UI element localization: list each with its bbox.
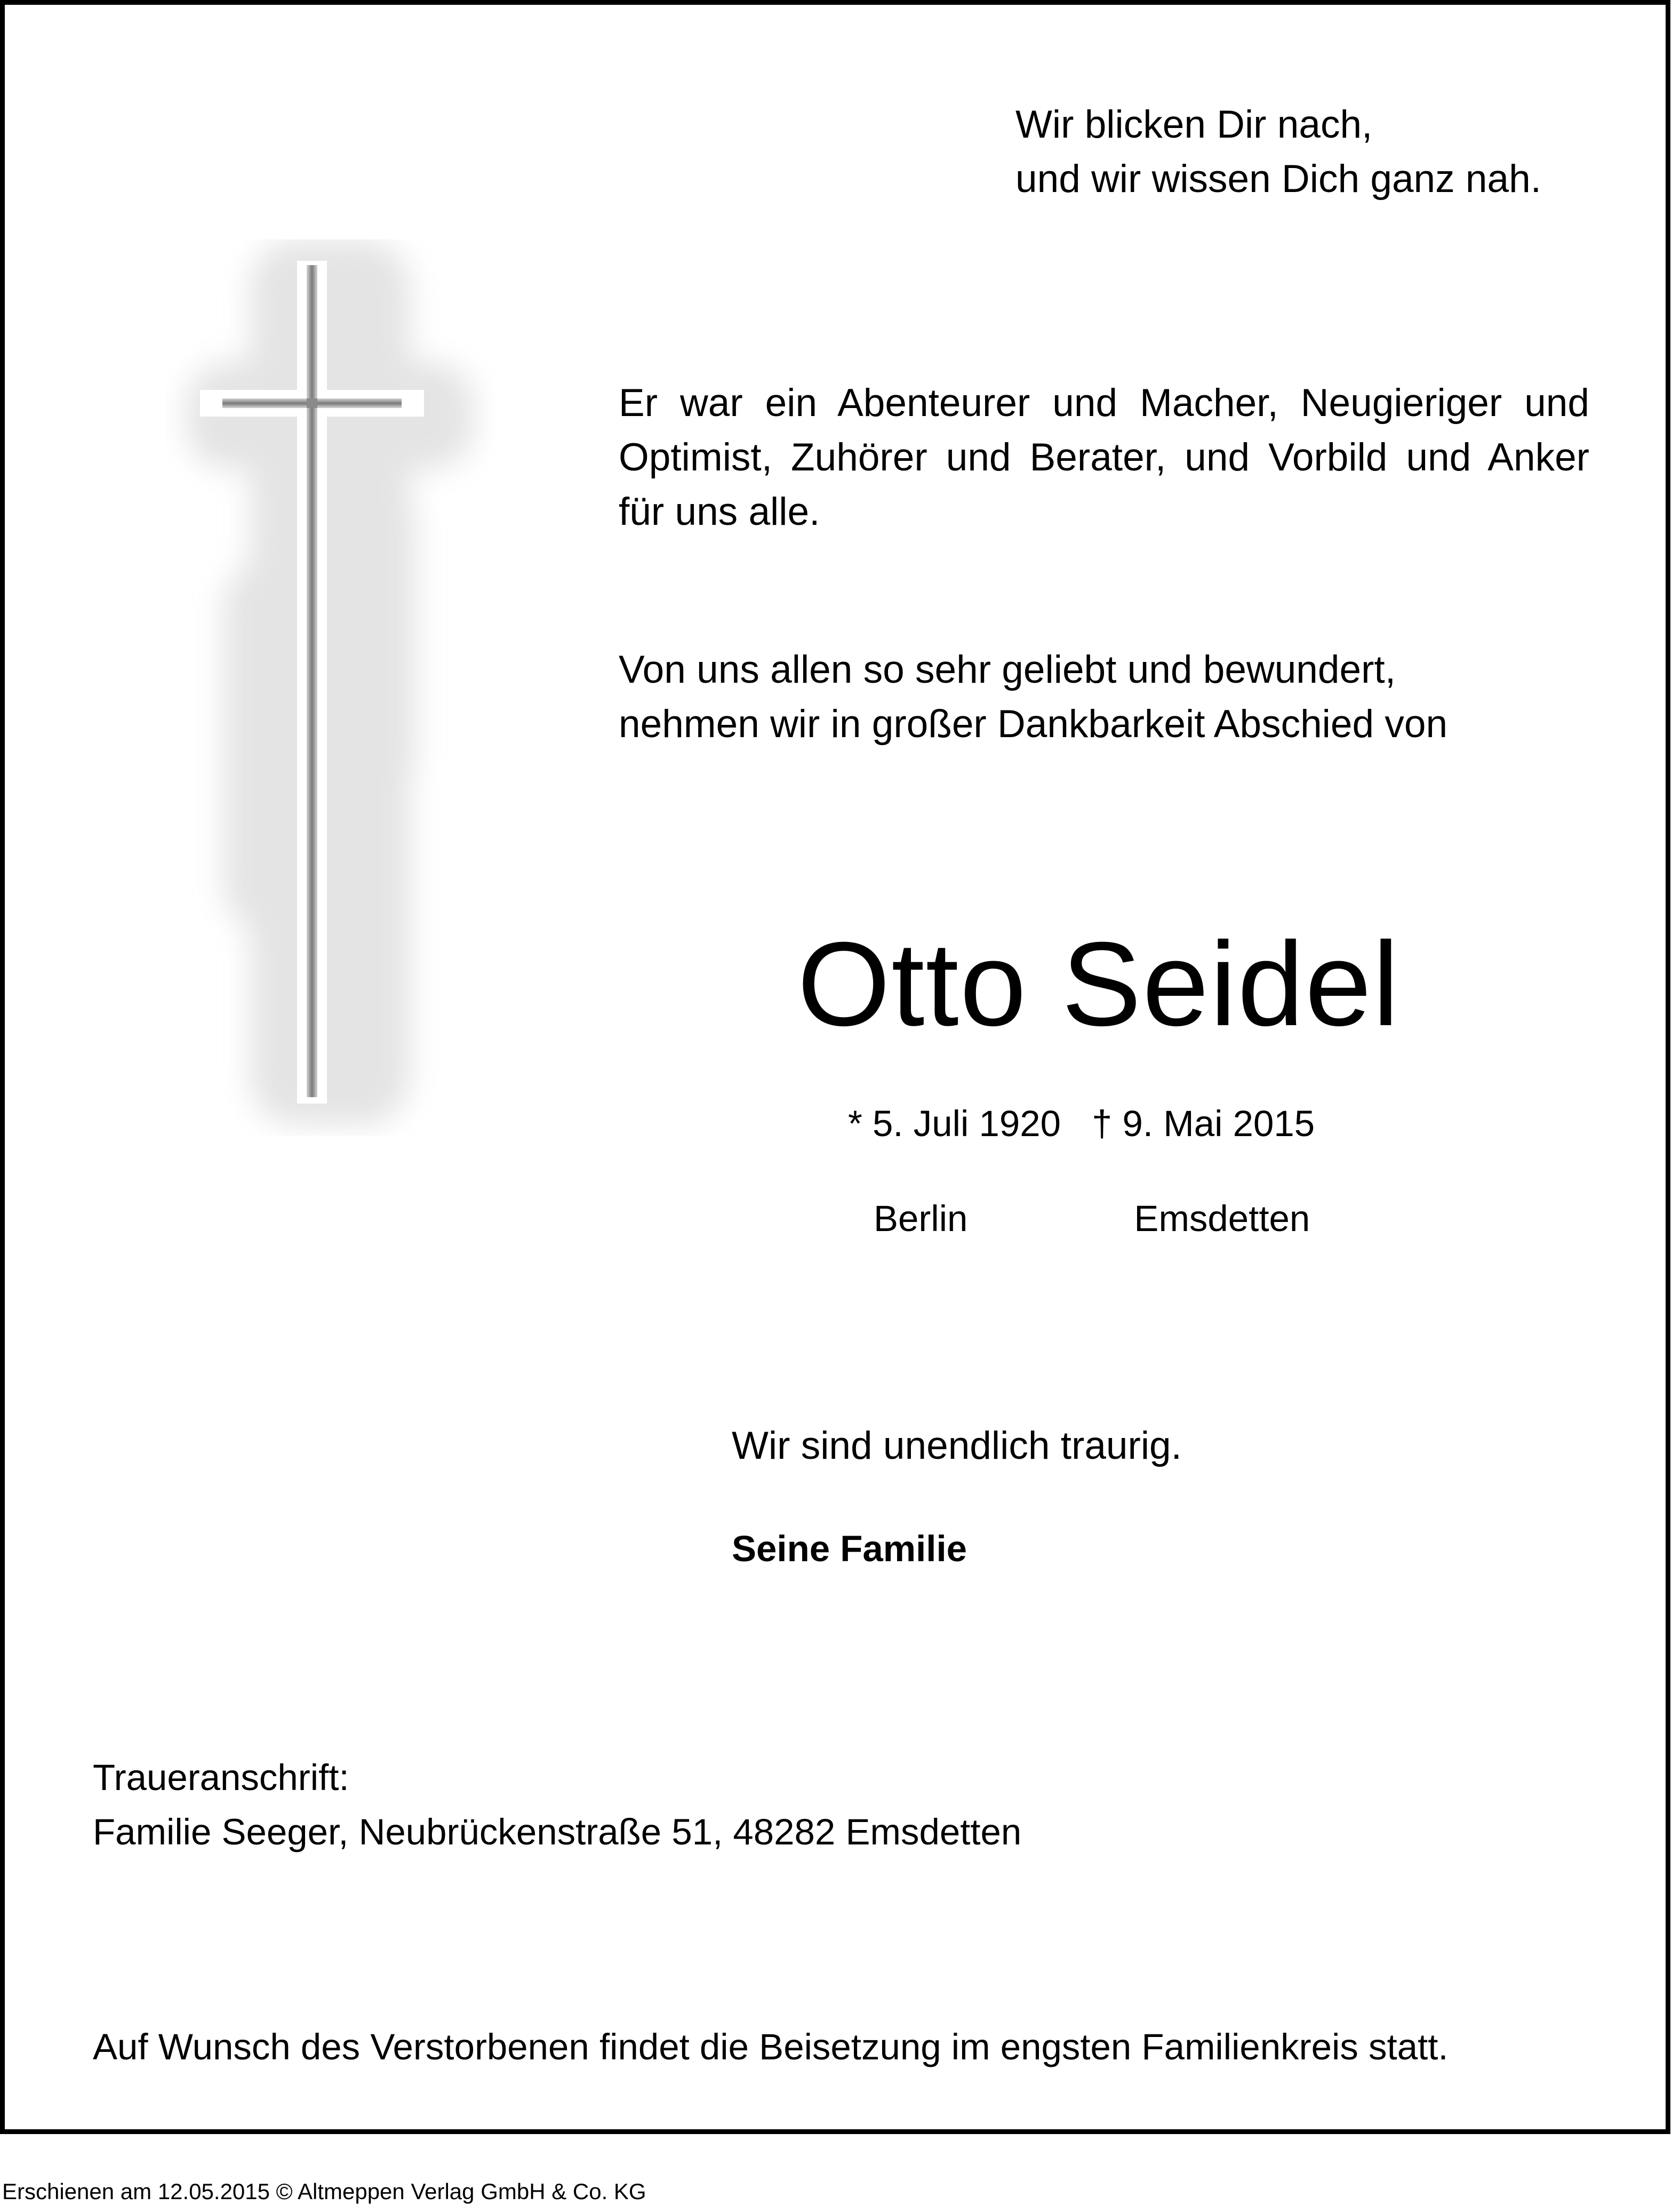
address-label: Traueranschrift: <box>93 1757 349 1798</box>
verse-line-2: und wir wissen Dich ganz nah. <box>1015 157 1541 201</box>
cross-icon <box>165 239 495 1136</box>
verse <box>1015 98 1541 206</box>
birth-place: Berlin <box>874 1198 968 1239</box>
death-date: † 9. Mai 2015 <box>1091 1103 1315 1144</box>
family-signature: Seine Familie <box>732 1528 967 1569</box>
address-value: Familie Seeger, Neubrückenstraße 51, 48282 Emsdetten <box>93 1811 1022 1852</box>
deceased-name: Otto Seidel <box>797 917 1401 1051</box>
tribute-paragraph: Er war ein Abenteurer und Macher, Neugieriger und Optimist, Zuhörer und Berater, und Vorbild und Anker für uns alle. <box>619 381 1589 533</box>
burial-notice: Auf Wunsch des Verstorbenen findet die Beisetzung im engsten Familienkreis statt. <box>93 2026 1449 2067</box>
farewell-paragraph <box>619 643 1447 752</box>
farewell-line-2: nehmen wir in großer Dankbarkeit Abschied von <box>619 702 1448 746</box>
publication-footer: Erschienen am 12.05.2015 © Altmeppen Verlag GmbH & Co. KG <box>2 2179 646 2204</box>
farewell-line-1: Von uns allen so sehr geliebt und bewundert, <box>619 648 1396 691</box>
life-places <box>874 1195 1310 1243</box>
death-place: Emsdetten <box>1134 1198 1310 1239</box>
sorrow-line: Wir sind unendlich traurig. <box>732 1424 1182 1467</box>
birth-date: * 5. Juli 1920 <box>848 1103 1061 1144</box>
life-dates <box>848 1100 1315 1148</box>
verse-line-1: Wir blicken Dir nach, <box>1015 103 1373 146</box>
